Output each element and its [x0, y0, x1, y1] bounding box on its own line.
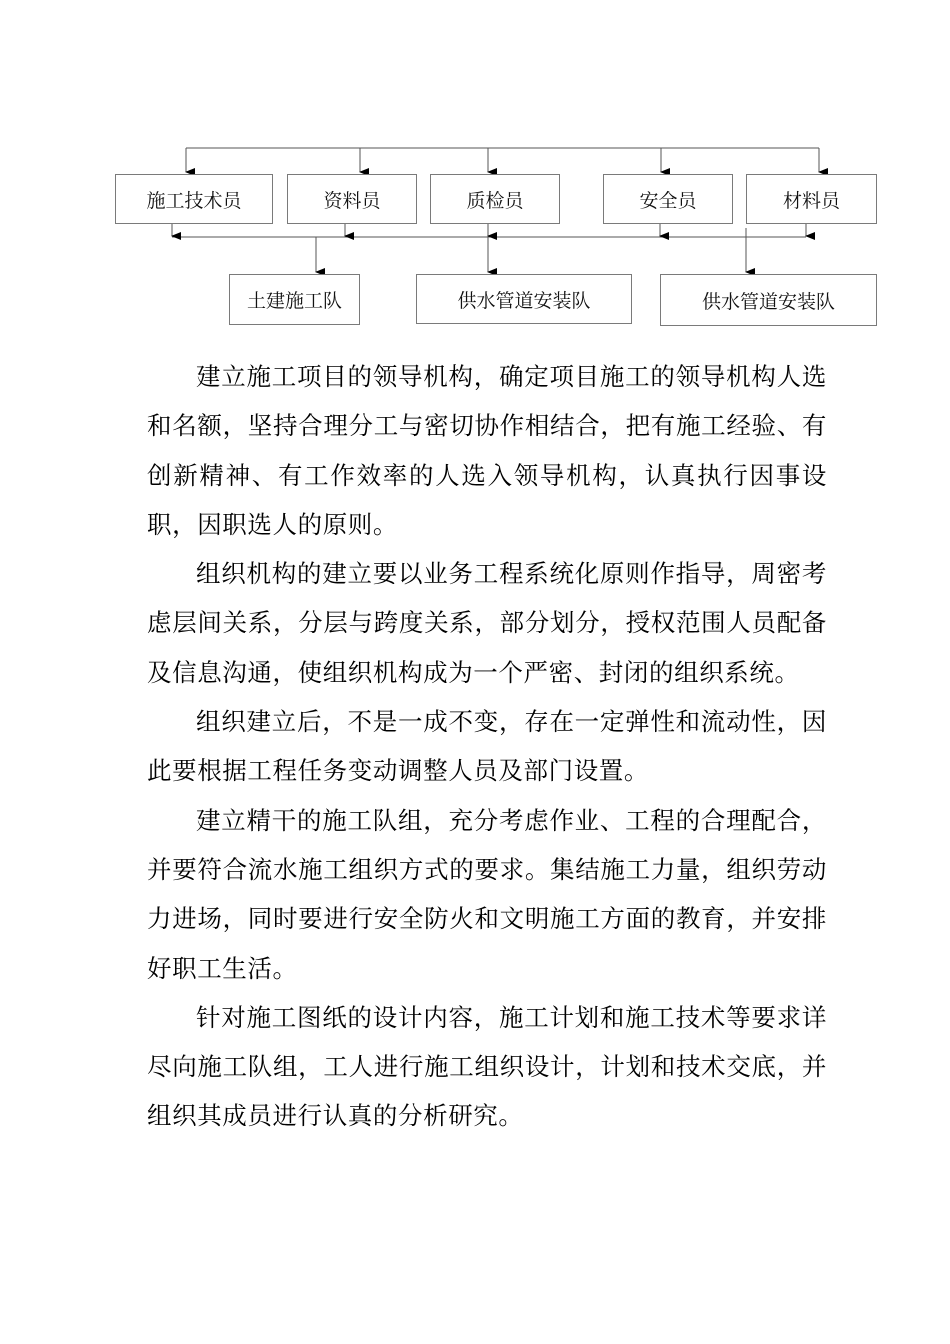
org-chart [0, 0, 950, 340]
org-box-tech: 施工技术员 [115, 174, 273, 224]
org-box-materials: 材料员 [746, 174, 877, 224]
paragraph-2: 组织机构的建立要以业务工程系统化原则作指导，周密考虑层间关系，分层与跨度关系，部分划分，授权范围人员配备及信息沟通，使组织机构成为一个严密、封闭的组织系统。 [147, 559, 827, 687]
org-box-qc: 质检员 [430, 174, 560, 224]
paragraph-3: 组织建立后，不是一成不变，存在一定弹性和流动性，因此要根据工程任务变动调整人员及部门设置。 [147, 707, 827, 786]
paragraph-5: 针对施工图纸的设计内容，施工计划和施工技术等要求详尽向施工队组，工人进行施工组织设计，计划和技术交底，并组织其成员进行认真的分析研究。 [147, 1002, 827, 1131]
org-box-civil-team: 土建施工队 [229, 274, 360, 325]
body-text [147, 352, 827, 1141]
org-box-pipe-team-2: 供水管道安装队 [660, 274, 877, 326]
org-box-pipe-team-1: 供水管道安装队 [416, 274, 632, 324]
org-box-docs: 资料员 [287, 174, 417, 224]
org-box-safety: 安全员 [603, 174, 733, 224]
paragraph-1: 建立施工项目的领导机构，确定项目施工的领导机构人选和名额，坚持合理分工与密切协作相结合，把有施工经验、有创新精神、有工作效率的人选入领导机构，认真执行因事设职，因职选人的原则。 [147, 362, 827, 539]
paragraph-4: 建立精干的施工队组，充分考虑作业、工程的合理配合，并要符合流水施工组织方式的要求。集结施工力量，组织劳动力进场，同时要进行安全防火和文明施工方面的教育，并安排好职工生活。 [147, 805, 827, 983]
